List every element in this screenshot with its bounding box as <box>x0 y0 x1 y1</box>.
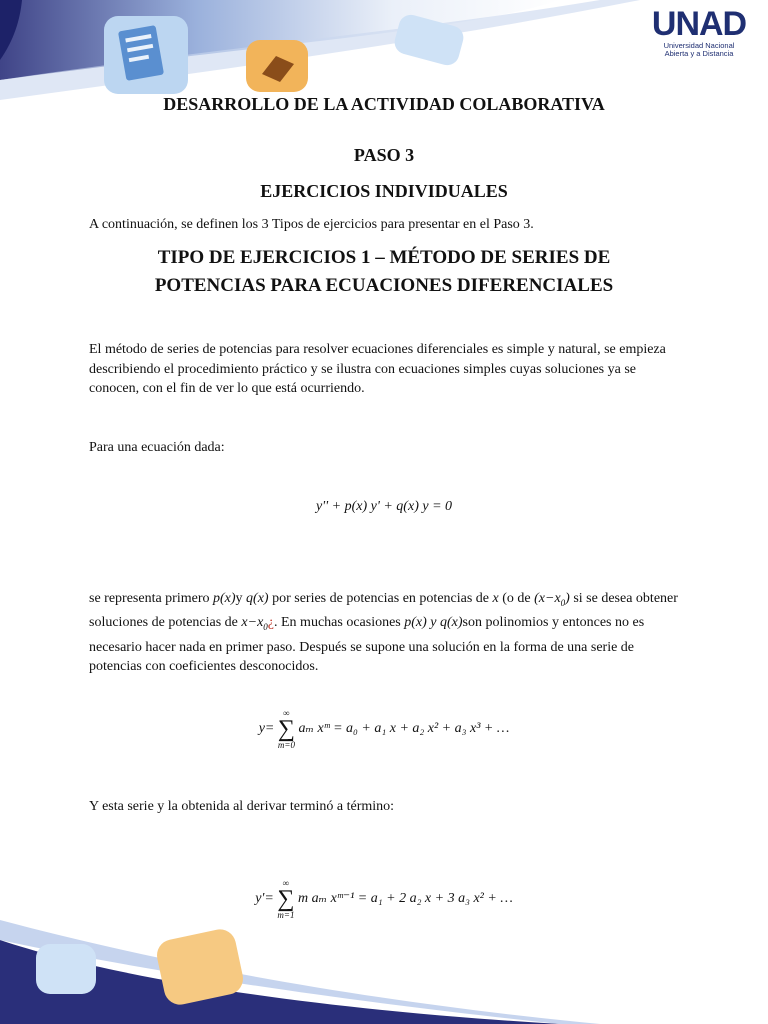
book-icon <box>242 36 312 96</box>
decorative-tile <box>390 14 468 66</box>
power-series-equation: y= ∞ ∑ m=0 aₘ xᵐ = a₀ + a₁ x + a₂ x² + a₃ x³ + … <box>258 708 510 750</box>
differential-equation: y'' + p(x) y' + q(x) y = 0 <box>315 499 453 514</box>
unad-logo <box>644 6 754 64</box>
section-heading-line-2: POTENCIAS PARA ECUACIONES DIFERENCIALES <box>154 275 614 296</box>
derivative-series-equation: y'= ∞ ∑ m=1 m aₘ xᵐ⁻¹ = a₁ + 2 a₂ x + 3 a₃ x² + … <box>255 878 513 920</box>
step-title: PASO 3 <box>353 145 415 165</box>
summation-symbol-2: ∞ ∑ m=1 <box>277 878 295 920</box>
given-equation-intro: Para una ecuación dada: <box>89 440 225 455</box>
derivative-intro: Y esta serie y la obtenida al derivar terminó a término: <box>89 799 395 814</box>
summation-symbol: ∞ ∑ m=0 <box>277 708 295 750</box>
logo-wordmark: UNAD <box>651 5 747 43</box>
section-heading <box>89 244 679 300</box>
clipboard-icon <box>98 10 194 100</box>
exercises-title: EJERCICIOS INDIVIDUALES <box>260 181 508 201</box>
intro-paragraph: A continuación, se definen los 3 Tipos de ejercicios para presentar en el Paso 3. <box>89 217 534 232</box>
logo-subtitle-1: Universidad Nacional <box>663 41 735 50</box>
logo-subtitle-2: Abierta y a Distancia <box>664 49 734 58</box>
document-title: DESARROLLO DE LA ACTIVIDAD COLABORATIVA <box>163 94 605 114</box>
procedure-paragraph: se representa primero p(x)y q(x) por series de potencias en potencias de x (o de $(x-x_0)$ si se desea obtener soluciones de potencias de $x-x_0¿$. En muchas ocasiones p(x) y q(x)son polinomios y entonces no es necesario hacer nada en primer paso. Después se supone una solución en la forma de una serie de potencias con coeficientes desconocidos. <box>89 591 678 675</box>
section-heading-line-1: TIPO DE EJERCICIOS 1 – MÉTODO DE SERIES DE <box>157 247 611 268</box>
method-paragraph: El método de series de potencias para resolver ecuaciones diferenciales es simple y natural, se empieza describiendo el procedimiento práctico y se ilustra con ecuaciones simples cuyas soluciones ya se conocen, con el fin de ver lo que está ocurriendo. <box>89 342 666 396</box>
